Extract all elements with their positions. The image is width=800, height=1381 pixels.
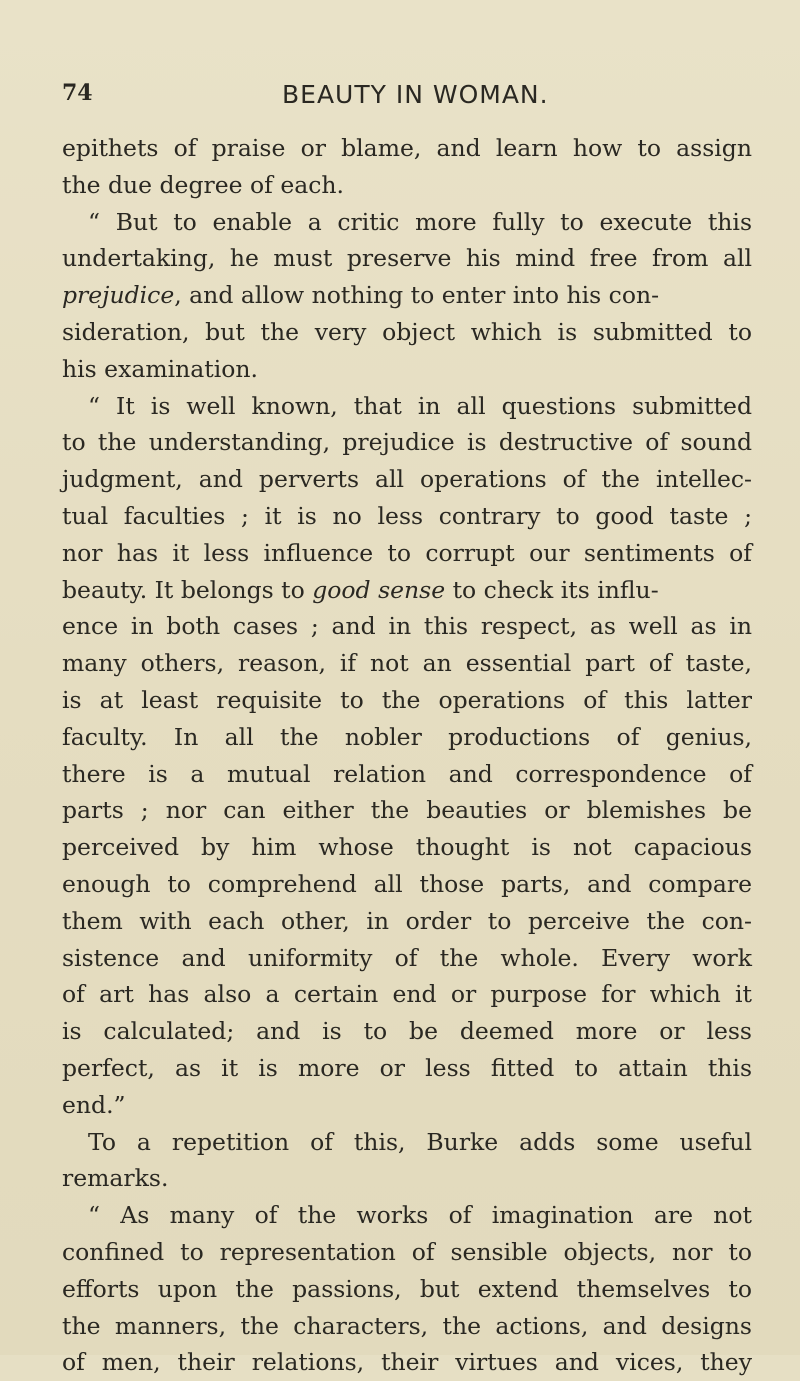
text-line: remarks. (62, 1164, 169, 1193)
text-line: end.” (62, 1090, 126, 1119)
page-header (62, 80, 738, 120)
text-line: efforts upon the passions, but extend themselves to (62, 1274, 752, 1303)
text-line: sistence and uniformity of the whole. Every work (62, 943, 752, 972)
text-line: To a repetition of this, Burke adds some useful (88, 1127, 752, 1156)
text-line: perfect, as it is more or less fitted to attain this (62, 1053, 752, 1082)
text-line: there is a mutual relation and correspondence of (62, 759, 752, 788)
page-number: 74 (62, 80, 93, 106)
text-line: of art has also a certain end or purpose for which it (62, 980, 752, 1009)
text-line: sideration, but the very object which is submitted to (62, 317, 752, 346)
text-line (62, 572, 752, 609)
text-line: the manners, the characters, the actions, and designs (62, 1311, 752, 1340)
italic-term: prejudice (62, 281, 175, 310)
text-line: parts ; nor can either the beauties or blemishes be (62, 796, 752, 825)
text-span: beauty. It belongs to (62, 575, 313, 604)
body-text (62, 130, 752, 1381)
text-line: is calculated; and is to be deemed more or less (62, 1017, 752, 1046)
text-line: “ But to enable a critic more fully to execute this (88, 207, 752, 236)
text-line: many others, reason, if not an essential part of taste, (62, 649, 752, 678)
text-line: ence in both cases ; and in this respect, as well as in (62, 612, 752, 641)
text-line: the due degree of each. (62, 170, 345, 199)
text-line: judgment, and perverts all operations of the intellec- (62, 465, 752, 494)
text-span: to check its influ- (445, 575, 659, 604)
text-line: epithets of praise or blame, and learn how to assign (62, 134, 752, 162)
text-line: confined to representation of sensible objects, nor to (62, 1237, 752, 1266)
running-head: BEAUTY IN WOMAN. (282, 80, 549, 109)
text-line: nor has it less influence to corrupt our sentiments of (62, 538, 752, 567)
text-line: to the understanding, prejudice is destructive of sound (62, 428, 752, 457)
text-line: perceived by him whose thought is not capacious (62, 833, 752, 862)
text-span: , and allow nothing to enter into his con- (174, 281, 660, 310)
text-line: undertaking, he must preserve his mind free from all (62, 244, 752, 273)
text-line: his examination. (62, 354, 259, 383)
text-line: faculty. In all the nobler productions of genius, (62, 722, 752, 751)
text-line: “ It is well known, that in all questions submitted (88, 391, 752, 420)
text-line: enough to comprehend all those parts, and compare (62, 869, 752, 898)
text-line: of men, their relations, their virtues and vices, they (62, 1348, 752, 1377)
text-line: is at least requisite to the operations of this latter (62, 685, 752, 714)
text-line (62, 277, 752, 314)
text-line: tual faculties ; it is no less contrary to good taste ; (62, 501, 752, 530)
text-line: them with each other, in order to perceive the con- (62, 906, 752, 935)
italic-term: good sense (312, 575, 446, 604)
text-line: “ As many of the works of imagination are not (88, 1201, 752, 1230)
